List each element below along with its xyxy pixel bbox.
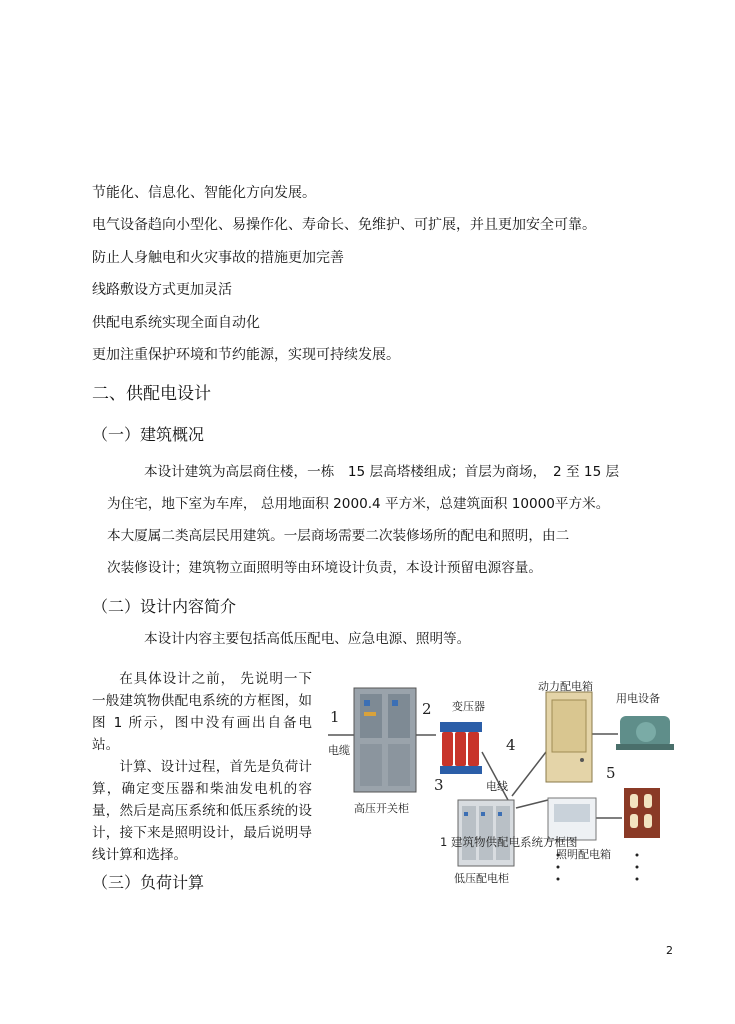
label-lv-cabinet: 低压配电柜 xyxy=(454,872,509,885)
text-line-1: 节能化、信息化、智能化方向发展。 xyxy=(92,185,316,201)
lv-to-power-box-line xyxy=(512,752,546,796)
building-paragraph-line-4: 次装修设计；建筑物立面照明等由环境设计负责，本设计预留电源容量。 xyxy=(107,560,542,576)
lamps-image xyxy=(624,788,660,838)
dot xyxy=(636,878,639,881)
subsection-heading-design-content: （二）设计内容简介 xyxy=(92,597,237,616)
subsection-heading-building-overview: （一）建筑概况 xyxy=(92,425,205,444)
dot xyxy=(636,854,639,857)
text-line-4: 线路敷设方式更加灵活 xyxy=(92,282,232,298)
label-cable: 电缆 xyxy=(328,744,350,757)
building-paragraph-line-2: 为住宅，地下室为车库， 总用地面积 2000.4 平方米，总建筑面积 10000平方米。 xyxy=(107,496,610,512)
text-line-2: 电气设备趋向小型化、易操作化、寿命长、免维护、可扩展，并且更加安全可靠。 xyxy=(92,217,596,233)
diagram-number-3: 3 xyxy=(434,776,444,794)
subsection-heading-load-calculation: （三）负荷计算 xyxy=(92,873,205,892)
diagram-number-5: 5 xyxy=(606,764,616,782)
left-paragraph-intro: 在具体设计之前， 先说明一下一般建筑物供配电系统的方框图，如图 1 所示，图中没有画出自备电站。 xyxy=(92,671,312,753)
power-supply-diagram xyxy=(320,672,686,892)
label-hv-cabinet: 高压开关柜 xyxy=(354,802,409,815)
dot xyxy=(557,866,560,869)
building-paragraph-line-3: 本大厦属二类高层民用建筑。一层商场需要二次装修场所的配电和照明，由二 xyxy=(107,528,570,544)
label-lighting-box: 照明配电箱 xyxy=(556,848,611,861)
text-line-5: 供配电系统实现全面自动化 xyxy=(92,315,260,331)
lv-cabinet-image xyxy=(458,800,514,866)
power-distribution-box-image xyxy=(546,692,592,782)
transformer-image xyxy=(440,722,482,774)
diagram-number-1: 1 xyxy=(330,708,340,726)
label-wire: 电线 xyxy=(486,780,508,793)
left-column-text xyxy=(92,668,312,866)
label-transformer: 变压器 xyxy=(452,700,485,713)
electrical-equipment-image xyxy=(616,716,674,750)
diagram-number-4: 4 xyxy=(506,736,516,754)
left-paragraph-process: 计算、设计过程，首先是负荷计算，确定变压器和柴油发电机的容量，然后是高压系统和低压系统的设计，接下来是照明设计，最后说明导线计算和选择。 xyxy=(92,759,312,863)
label-power-box: 动力配电箱 xyxy=(538,680,593,693)
page-number: 2 xyxy=(666,944,673,957)
hv-switchgear-image xyxy=(354,688,416,792)
text-line-6: 更加注重保护环境和节约能源，实现可持续发展。 xyxy=(92,347,400,363)
dot xyxy=(557,878,560,881)
dot xyxy=(636,866,639,869)
section-heading-2: 二、供配电设计 xyxy=(92,384,211,404)
text-line-3: 防止人身触电和火灾事故的措施更加完善 xyxy=(92,250,344,266)
lv-to-lighting-line xyxy=(516,800,548,808)
design-content-paragraph: 本设计内容主要包括高低压配电、应急电源、照明等。 xyxy=(144,631,471,647)
label-equipment: 用电设备 xyxy=(616,692,660,705)
diagram-caption: 1 建筑物供配电系统方框图 xyxy=(440,835,578,849)
building-paragraph-line-1: 本设计建筑为高层商住楼，一栋 15 层高塔楼组成；首层为商场， 2 至 15 层 xyxy=(144,464,620,480)
diagram-number-2: 2 xyxy=(422,700,432,718)
